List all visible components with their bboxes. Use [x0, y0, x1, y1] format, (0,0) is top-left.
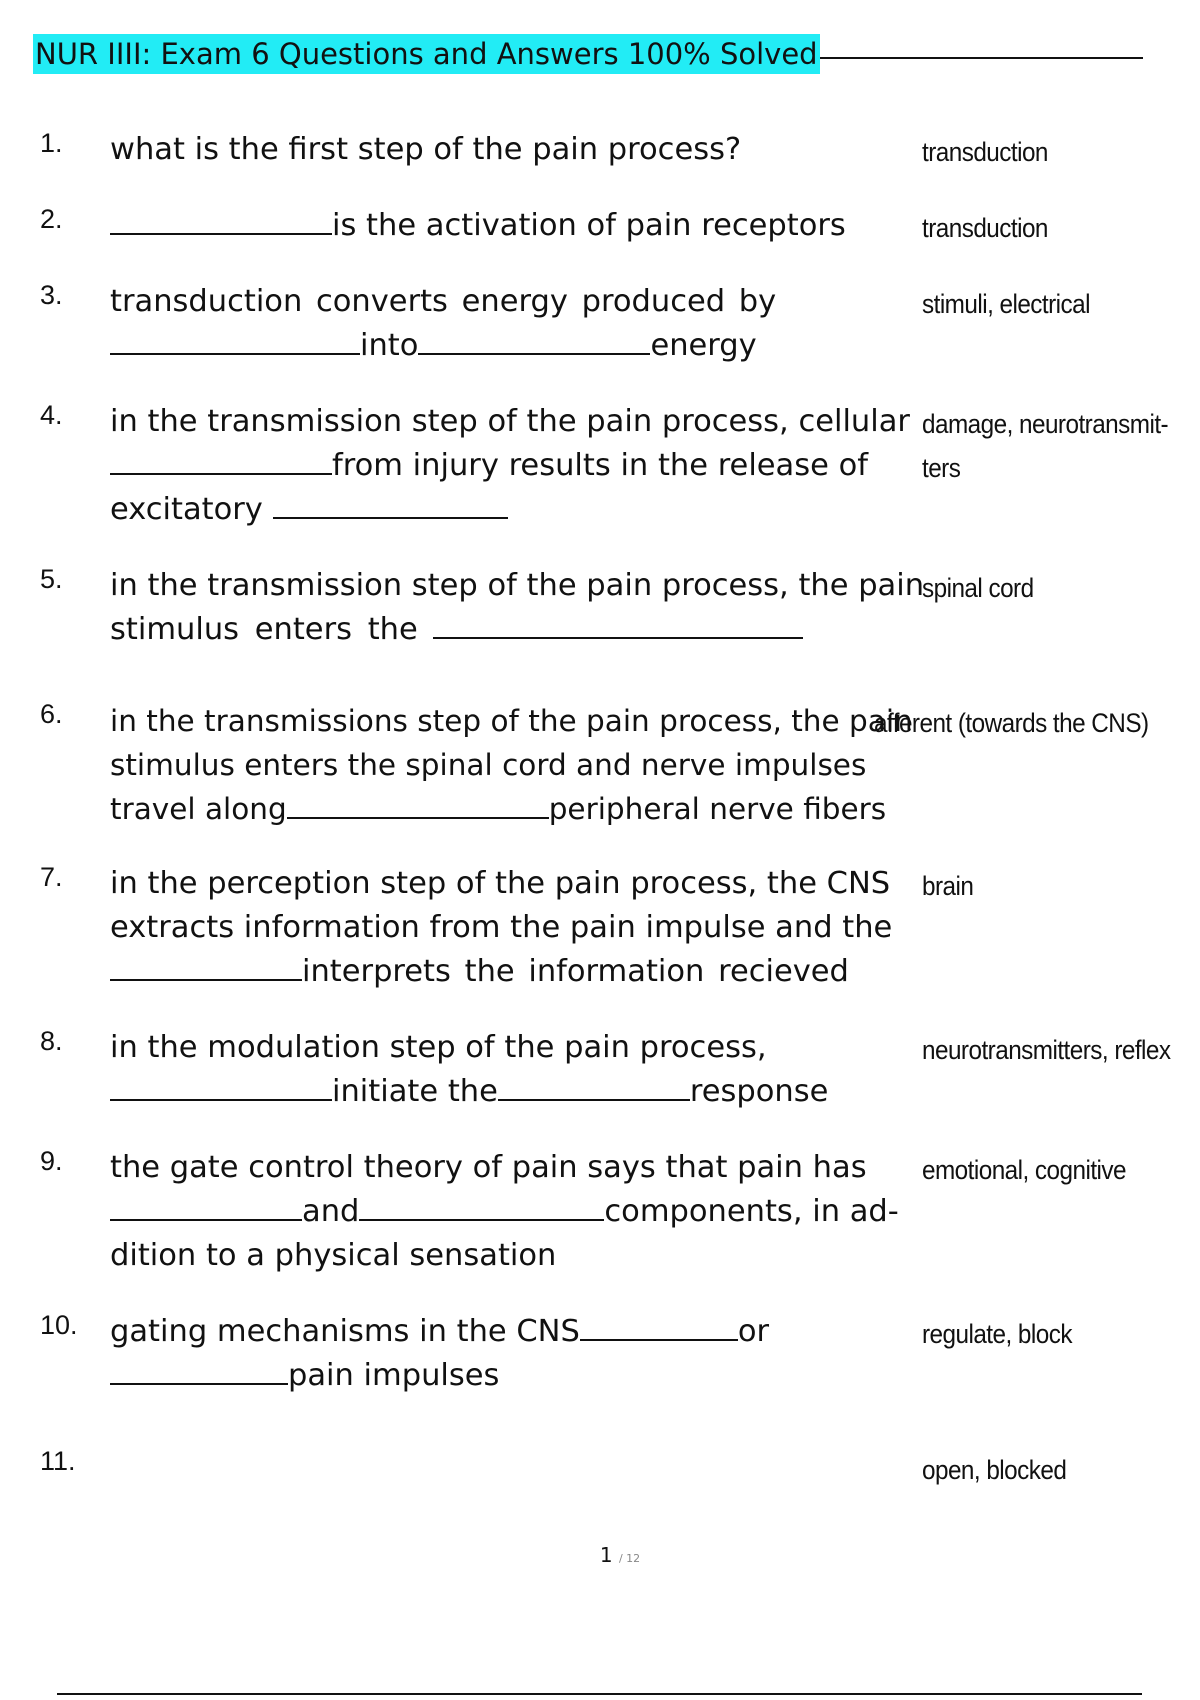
question-line: and: [302, 1194, 360, 1229]
question-line: travel along: [110, 792, 287, 826]
question-line: in the transmissions step of the pain process, the pain: [110, 704, 913, 738]
answer-blank: [498, 1071, 690, 1101]
question-line: into: [360, 328, 419, 363]
question-number: 5.: [40, 564, 63, 594]
answer-text: [922, 402, 1168, 490]
answer-blank: [110, 1071, 332, 1101]
page-number: [0, 1543, 1200, 1567]
question-line: from injury results in the release of: [332, 448, 868, 483]
answer-text: afferent (towards the CNS): [874, 708, 1149, 738]
answer-text: neurotransmitters, reflex: [922, 1035, 1171, 1065]
answer-blank: [359, 1191, 604, 1221]
document-header: [33, 34, 1143, 74]
answer-text: stimuli, electrical: [922, 289, 1090, 319]
answer-blank: [110, 1355, 288, 1385]
answer-line: damage, neurotransmit-: [922, 409, 1169, 439]
footer-rule: [57, 1693, 1142, 1695]
question-line: initiate the: [332, 1074, 498, 1109]
question-line: is the activation of pain receptors: [332, 208, 846, 243]
question-line: stimulus enters the: [110, 612, 418, 647]
answer-blank: [110, 951, 302, 981]
page-total: / 12: [618, 1552, 641, 1565]
question-number: 4.: [40, 400, 63, 430]
question-number: 11.: [40, 1446, 76, 1476]
question-line: energy: [650, 328, 757, 363]
question-text: [110, 400, 925, 532]
question-text: [110, 1146, 925, 1278]
question-number: 10.: [40, 1310, 78, 1340]
question-text: [110, 699, 925, 831]
question-number: 1.: [40, 128, 63, 158]
answer-text: emotional, cognitive: [922, 1155, 1126, 1185]
question-text: [110, 862, 925, 994]
answer-blank: [418, 325, 650, 355]
answer-blank: [110, 325, 360, 355]
answer-blank: [110, 205, 332, 235]
question-line: the gate control theory of pain says that pain has: [110, 1150, 867, 1185]
answer-text: spinal cord: [922, 573, 1034, 603]
answer-text: regulate, block: [922, 1319, 1072, 1349]
question-line: components, in ad-: [604, 1194, 899, 1229]
question-number: 6.: [40, 699, 63, 729]
question-line: interprets the information recieved: [302, 954, 849, 989]
answer-text: transduction: [922, 137, 1048, 167]
question-text: [110, 204, 925, 248]
question-line: peripheral nerve fibers: [548, 792, 887, 826]
question-line: in the modulation step of the pain process,: [110, 1030, 767, 1065]
answer-blank: [287, 789, 549, 819]
question-line: stimulus enters the spinal cord and nerve impulses: [110, 748, 867, 782]
question-text: [110, 280, 925, 368]
answer-line: ters: [922, 453, 961, 483]
question-line: in the perception step of the pain process, the CNS: [110, 866, 891, 901]
question-line: response: [689, 1074, 829, 1109]
question-line: in the transmission step of the pain process, cellular: [110, 404, 910, 439]
question-line: transduction converts energy produced by: [110, 284, 777, 319]
answer-text: transduction: [922, 213, 1048, 243]
question-text: [110, 564, 925, 652]
question-number: 2.: [40, 204, 63, 234]
page-current: 1: [599, 1543, 613, 1567]
question-text: [110, 1310, 925, 1398]
answer-blank: [110, 445, 332, 475]
question-line: pain impulses: [288, 1358, 500, 1393]
answer-blank: [110, 1191, 302, 1221]
question-line: in the transmission step of the pain process, the pain: [110, 568, 925, 603]
question-line: excitatory: [110, 492, 263, 527]
question-number: 7.: [40, 862, 63, 892]
answer-blank: [273, 489, 508, 519]
question-text: [110, 128, 925, 172]
question-line: dition to a physical sensation: [110, 1238, 557, 1273]
question-line: what is the first step of the pain process?: [110, 132, 742, 167]
answer-text: open, blocked: [922, 1455, 1067, 1485]
question-line: extracts information from the pain impulse and the: [110, 910, 893, 945]
question-number: 3.: [40, 280, 63, 310]
question-line: or: [737, 1314, 770, 1349]
question-number: 9.: [40, 1146, 63, 1176]
question-line: gating mechanisms in the CNS: [110, 1314, 580, 1349]
question-text: [110, 1026, 925, 1114]
answer-blank: [580, 1311, 738, 1341]
question-number: 8.: [40, 1026, 63, 1056]
answer-blank: [433, 609, 803, 639]
answer-text: brain: [922, 871, 974, 901]
document-title: NUR IIII: Exam 6 Questions and Answers 100% Solved: [33, 34, 820, 74]
